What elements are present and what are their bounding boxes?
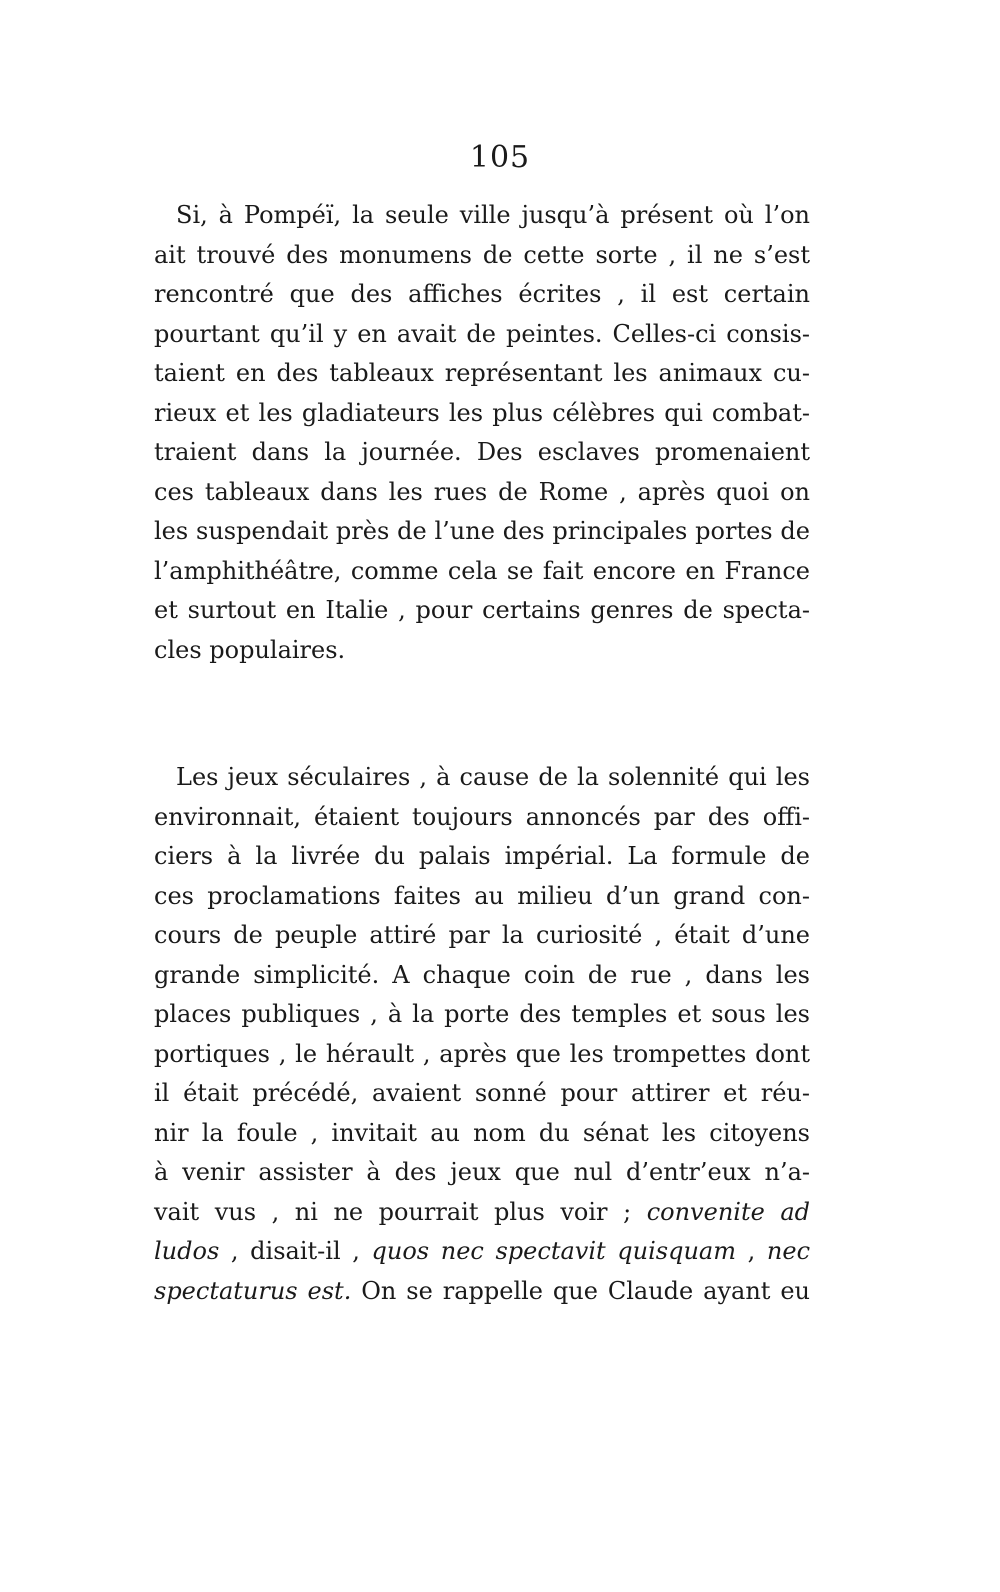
text-line: et surtout en Italie , pour certains genres de specta- [154,596,810,624]
text-line: à venir assister à des jeux que nul d’entr’eux n’a- [154,1158,810,1186]
italic-text: convenite ad [646,1197,811,1226]
text-line: taient en des tableaux représentant les animaux cu- [154,359,810,387]
text-line: portiques , le hérault , après que les trompettes dont [154,1039,810,1068]
text-line: ait trouvé des monumens de cette sorte , il ne s’est [154,240,810,269]
text-line: ciers à la livrée du palais impérial. La formule de [154,842,810,870]
text-run: vait vus , ni ne pourrait plus voir ; [154,1197,647,1226]
text-line: rencontré que des affiches écrites , il est certain [154,280,810,308]
page-number: 105 [469,140,531,175]
text-line: Les jeux séculaires , à cause de la solennité qui les [176,763,810,791]
text-line: rieux et les gladiateurs les plus célèbres qui combat- [154,398,810,427]
text-run: On se rappelle que Claude ayant eu [351,1276,811,1305]
text-line: cles populaires. [154,635,346,664]
text-line: Si, à Pompéï, la seule ville jusqu’à présent où l’on [176,201,810,229]
text-line [154,1272,810,1312]
text-line: grande simplicité. A chaque coin de rue , dans les [154,960,810,989]
italic-text: spectaturus est. [154,1276,352,1305]
text-line: traient dans la journée. Des esclaves promenaient [154,438,810,466]
text-line: les suspendait près de l’une des principales portes de [154,517,810,545]
text-line: places publiques , à la porte des temples et sous les [154,1000,810,1028]
text-line [154,1193,810,1233]
text-line [154,1232,810,1272]
text-line: cours de peuple attiré par la curiosité , était d’une [154,921,810,949]
text-line: environnait, étaient toujours annoncés par des offi- [154,802,810,831]
paragraph-1 [154,196,810,670]
text-run: , disait-il , [219,1237,372,1265]
text-line: pourtant qu’il y en avait de peintes. Celles-ci consis- [154,319,810,348]
text-line: ces tableaux dans les rues de Rome , après quoi on [154,477,810,506]
text-line: nir la foule , invitait au nom du sénat les citoyens [154,1118,810,1147]
italic-text: ludos [154,1237,220,1265]
text-line: il était précédé, avaient sonné pour attirer et réu- [154,1079,810,1107]
italic-text: nec [766,1237,811,1265]
paragraph-2 [154,758,810,1311]
text-line: ces proclamations faites au milieu d’un grand con- [154,881,810,910]
italic-text: quos nec spectavit quisquam [371,1237,736,1265]
text-run: , [736,1237,767,1265]
text-line: l’amphithéâtre, comme cela se fait encore en France [154,556,810,585]
